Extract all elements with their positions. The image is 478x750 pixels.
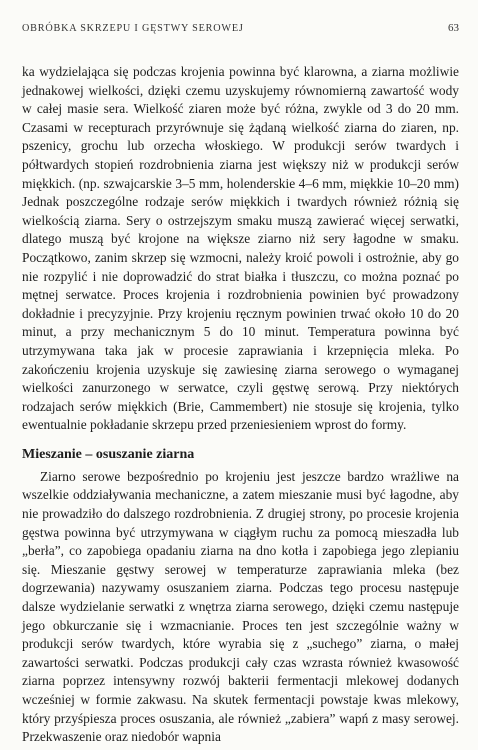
paragraph-continued: ka wydzielająca się podczas krojenia powinna być klarowna, a ziarna możliwie jednakowej wielkości, dzięki czemu uzyskujemy równomierną zawartość wody w całej masie sera. Wielkość ziaren może być różna, zwykle od 3 do 20 mm. Czasami w recepturach przyrównuje się żądaną wielkość ziarna do ziaren, np. pszenicy, grochu lub orzecha włoskiego. W produkcji serów twardych i półtwardych stopień rozdrobnienia ziarna jest większy niż w produkcji serów miękkich. (np. szwajcarskie 3–5 mm, holenderskie 4–6 mm, miękkie 10–20 mm) Jednak poszczególne rodzaje serów miękkich i twardych również różnią się wielkością ziarna. Sery o ostrzejszym smaku muszą zawierać więcej serwatki, dlatego muszą być krojone na większe ziarno niż sery łagodne w smaku. Początkowo, zanim skrzep się wzmocni, należy kroić powoli i ostrożnie, aby go nie rozpylić i nie doprowadzić do strat białka i tłuszczu, co można poznać po mętnej serwatce. Proces krojenia i rozdrobnienia powinien być prowadzony dokładnie i precyzyjnie. Przy krojeniu ręcznym powinien trwać około 10 do 20 minut, a przy mechanicznym 5 do 10 minut. Temperatura powinna być utrzymywana taka jak w procesie zaprawiania i krzepnięcia mleka. Po zakończeniu krojenia uzyskuje się zawiesinę ziarna serowego o wymaganej wielkości zanurzonego w serwatce, czyli gęstwę serową. Przy niektórych rodzajach serów miękkich (Brie, Cammembert) nie stosuje się krojenia, tylko ewentualnie pokładanie skrzepu przed przeniesieniem wprost do formy. <box>22 64 459 433</box>
paragraph-mixing: Ziarno serowe bezpośrednio po krojeniu jest jeszcze bardzo wrażliwe na wszelkie oddziaływania mechaniczne, a zatem mieszanie musi być łagodne, aby nie prowadziło do dalszego rozdrobnienia. Z drugiej strony, po procesie krojenia gęstwa powinna być utrzymywana w ciągłym ruchu za pomocą mieszadła lub „berła”, co zapobiega opadaniu ziarna na dno kotła i zapobiega jego zlepianiu się. Mieszanie gęstwy serowej w temperaturze zaprawiania mleka (bez dogrzewania) nazywamy osuszaniem ziarna. Podczas tego procesu następuje dalsze wydzielanie serwatki z wnętrza ziarna serowego, dzięki czemu następuje jego obkurczanie się i wzmacnianie. Proces ten jest szczególnie ważny w produkcji serów twardych, które wyrabia się z „suchego” ziarna, o małej zawartości serwatki. Podczas produkcji cały czas wzrasta również kwasowość ziarna poprzez intensywny rozwój bakterii fermentacji mlekowej dodanych wcześniej w formie zakwasu. Na skutek fermentacji powstaje kwas mlekowy, który przyśpiesza proces osuszania, ale również „zabiera” wapń z masy serowej. Przekwaszenie oraz niedobór wapnia <box>22 468 459 745</box>
page-header <box>22 22 459 34</box>
page-body <box>22 63 459 747</box>
section-heading: Mieszanie – osuszanie ziarna <box>22 446 195 462</box>
running-title: OBRÓBKA SKRZEPU I GĘSTWY SEROWEJ <box>22 23 244 34</box>
page-number: 63 <box>448 22 459 34</box>
